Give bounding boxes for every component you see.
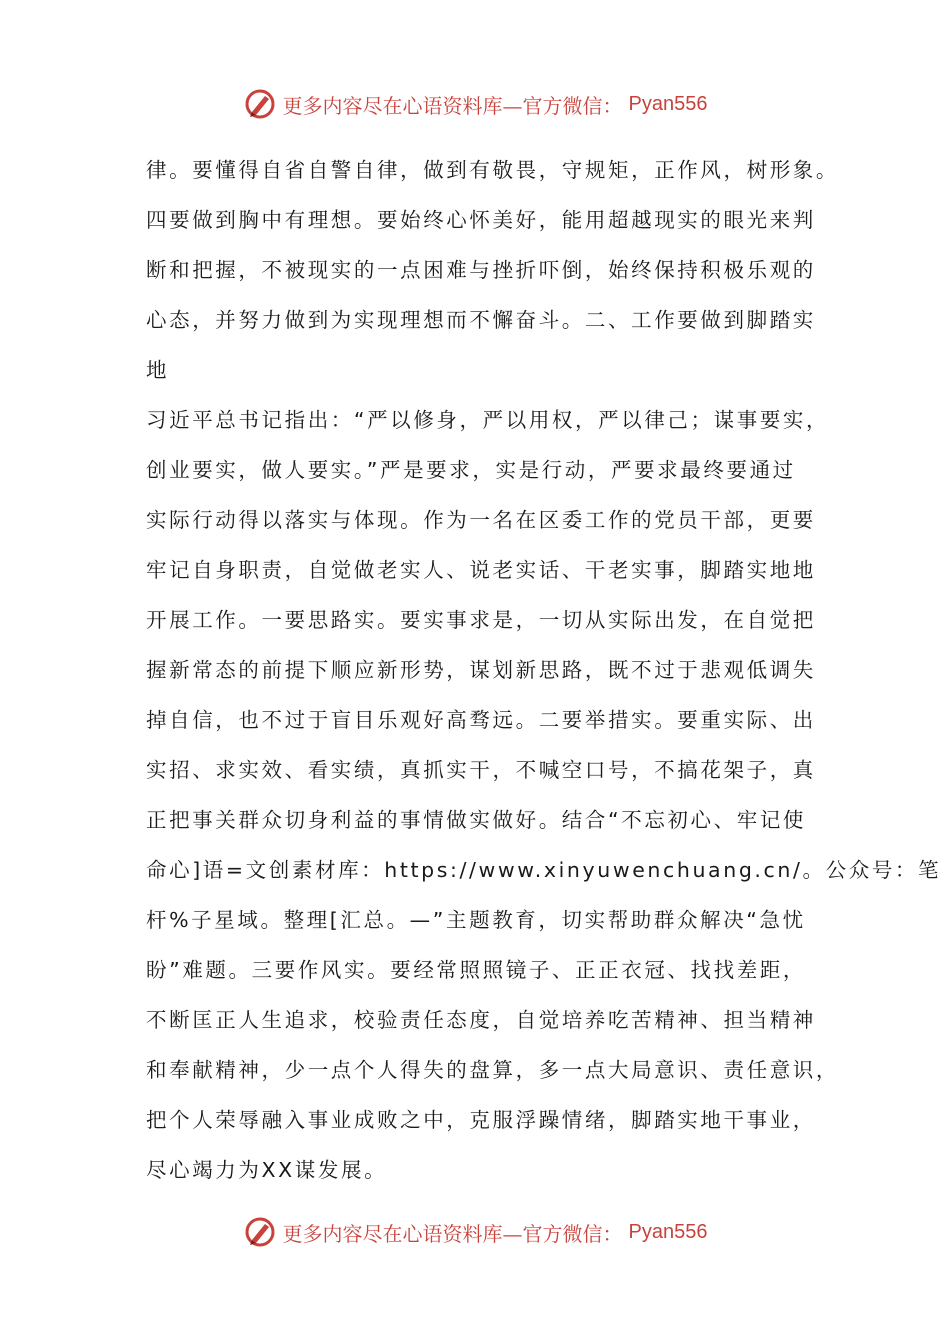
- text-line: 不断匡正人生追求，校验责任态度，自觉培养吃苦精神、担当精神: [146, 1008, 816, 1032]
- text-line: 开展工作。一要思路实。要实事求是，一切从实际出发，在自觉把: [146, 608, 816, 632]
- text-line: 四要做到胸中有理想。要始终心怀美好，能用超越现实的眼光来判: [146, 208, 816, 232]
- text-line: 心态，并努力做到为实现理想而不懈奋斗。二、工作要做到脚踏实: [146, 308, 816, 332]
- footer-watermark: [0, 1212, 950, 1252]
- text-line: 杆%子星域。整理[汇总。—”主题教育，切实帮助群众解决“急忧: [146, 908, 806, 932]
- watermark-wechat-id: Pyan556: [628, 1220, 708, 1243]
- text-line: 掉自信，也不过于盲目乐观好高骛远。二要举措实。要重实际、出: [146, 708, 816, 732]
- watermark-text: 更多内容尽在心语资料库—官方微信：: [282, 1221, 623, 1246]
- text-line: 实招、求实效、看实绩，真抓实干，不喊空口号，不搞花架子，真: [146, 758, 816, 782]
- text-line: 盼”难题。三要作风实。要经常照照镜子、正正衣冠、找找差距，: [146, 958, 807, 982]
- text-line: 握新常态的前提下顺应新形势，谋划新思路，既不过于悲观低调失: [146, 658, 816, 682]
- text-line: 和奉献精神，少一点个人得失的盘算，多一点大局意识、责任意识，: [146, 1058, 839, 1082]
- text-line: 牢记自身职责，自觉做老实人、说老实话、干老实事，脚踏实地地: [146, 558, 816, 582]
- text-line: 断和把握，不被现实的一点困难与挫折吓倒，始终保持积极乐观的: [146, 258, 816, 282]
- pen-circle-logo-icon: [243, 87, 277, 121]
- pen-circle-logo-icon: [243, 1215, 277, 1249]
- text-line: 尽心竭力为XX谋发展。: [146, 1158, 388, 1182]
- text-line: 命心]语=文创素材库：https://www.xinyuwenchuang.cn/。公众号：笔: [146, 858, 942, 882]
- document-body: [146, 150, 942, 1200]
- text-line: 把个人荣辱融入事业成败之中，克服浮躁情绪，脚踏实地干事业，: [146, 1108, 816, 1132]
- text-line: 习近平总书记指出：“严以修身，严以用权，严以律己；谋事要实，: [146, 408, 830, 432]
- watermark-text: 更多内容尽在心语资料库—官方微信：: [282, 93, 623, 118]
- header-watermark: [0, 84, 950, 124]
- text-line: 地: [146, 358, 170, 382]
- watermark-wechat-id: Pyan556: [628, 92, 708, 115]
- text-line: 正把事关群众切身利益的事情做实做好。结合“不忘初心、牢记使: [146, 808, 807, 832]
- text-line: 实际行动得以落实与体现。作为一名在区委工作的党员干部，更要: [146, 508, 816, 532]
- text-line: 创业要实，做人要实。”严是要求，实是行动，严要求最终要通过: [146, 458, 796, 482]
- text-line: 律。要懂得自省自警自律，做到有敬畏，守规矩，正作风，树形象。: [146, 158, 839, 182]
